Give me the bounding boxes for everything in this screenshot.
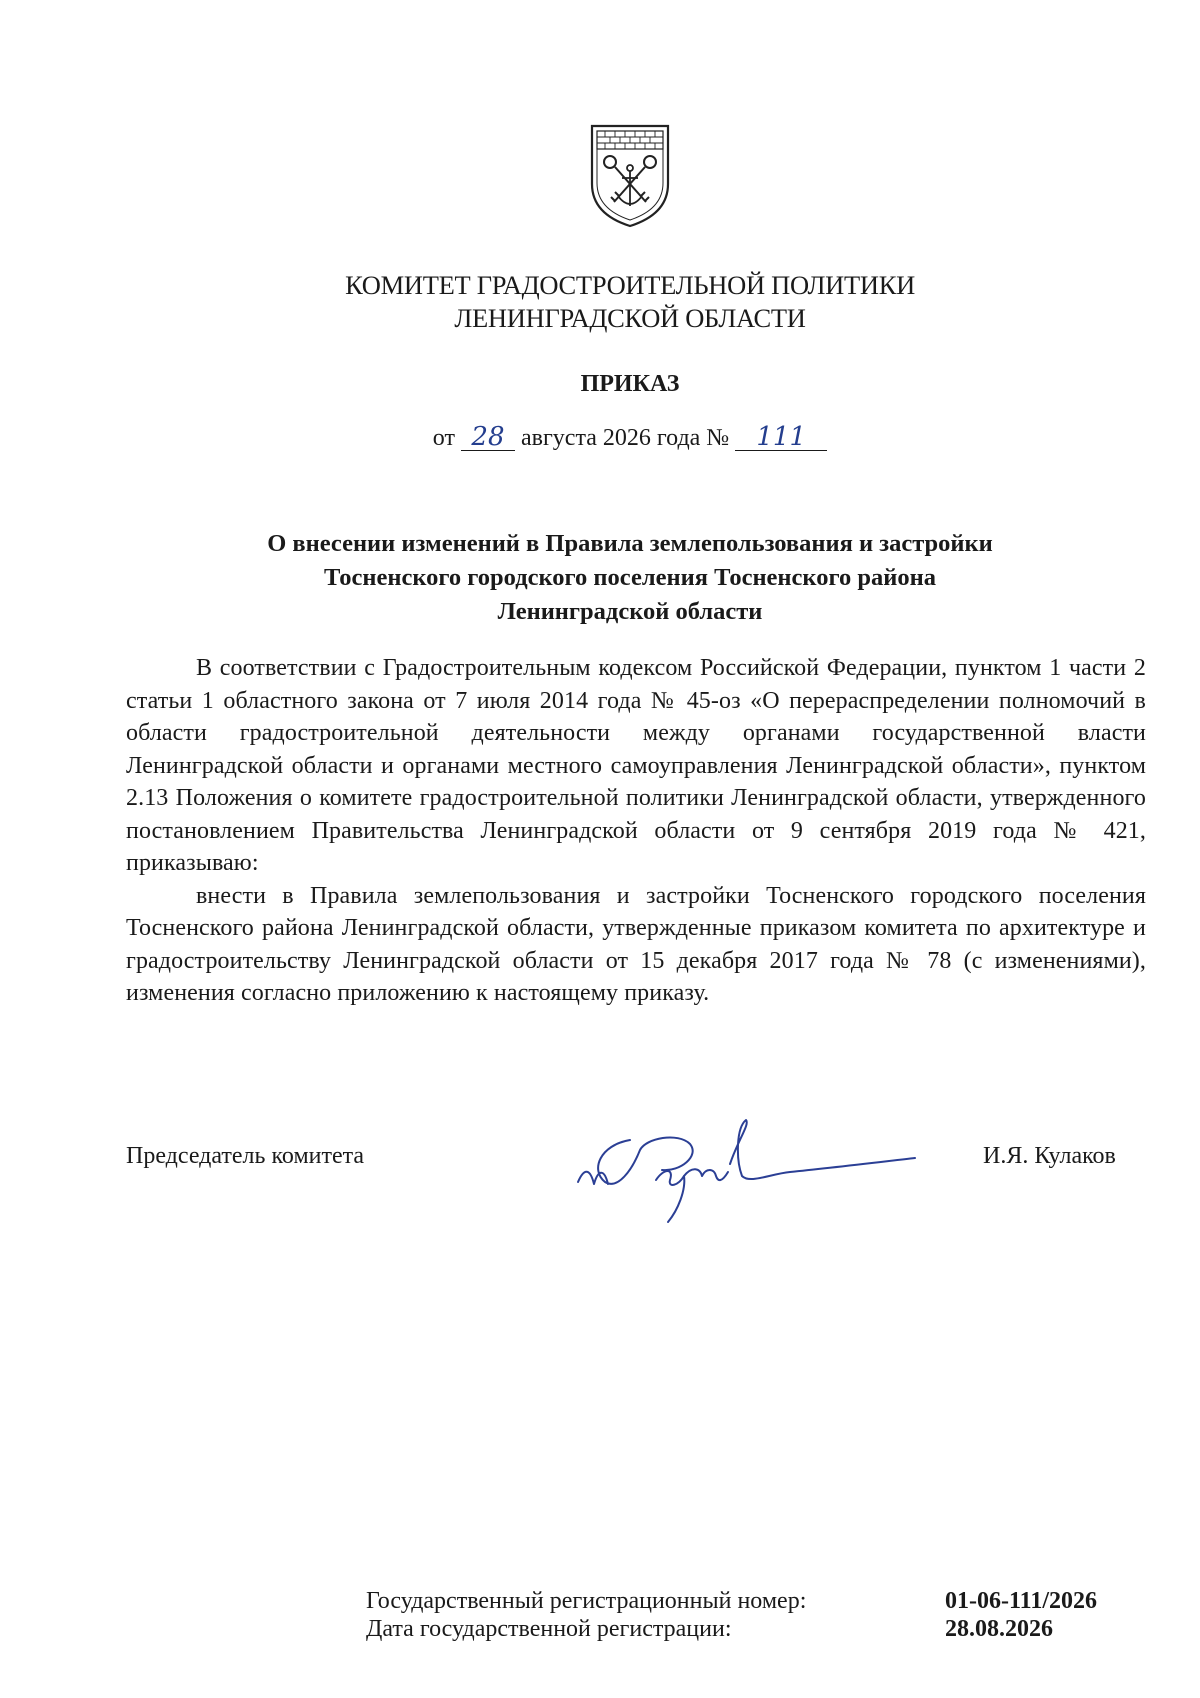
coat-of-arms-icon (586, 122, 674, 230)
document-title-line3: Ленинградской области (497, 598, 763, 625)
organization-name-line1: КОМИТЕТ ГРАДОСТРОИТЕЛЬНОЙ ПОЛИТИКИ (345, 270, 915, 300)
document-title-line2: Тосненского городского поселения Тосненского района (324, 564, 936, 591)
document-title-line1: О внесении изменений в Правила землепользования и застройки (267, 530, 993, 557)
body-paragraph-2: внести в Правила землепользования и застройки Тосненского городского поселения Тосненского района Ленинградской области, утвержденные приказом комитета по архитектуре и градостроительству Ленинградской области от 15 декабря 2017 года № 78 (с изменениями), изменения согласно приложению к настоящему приказу. (126, 882, 1146, 1006)
handwritten-order-number: 111 (735, 424, 827, 451)
date-number-line (300, 421, 960, 455)
registration-date-label: Дата государственной регистрации: (366, 1616, 732, 1642)
document-body (126, 652, 1146, 1010)
signer-title: Председатель комитета (126, 1143, 365, 1169)
month-year-text: августа 2026 года № (520, 425, 730, 451)
body-paragraph-1: В соответствии с Градостроительным кодексом Российской Федерации, пунктом 1 части 2 статьи 1 областного закона от 7 июля 2014 года № 45-оз «О перераспределении полномочий в области градостроительной деятельности между органами государственной власти Ленинградской области и органами местного самоуправления Ленинградской области», пунктом 2.13 Положения о комитете градостроительной политики Ленинградской области, утвержденного постановлением Правительства Ленинградской области от 9 сентября 2019 года № 421, приказываю: (126, 655, 1146, 876)
handwritten-signature-icon (560, 1110, 920, 1230)
registration-date-value: 28.08.2026 (945, 1616, 1053, 1642)
handwritten-day: 28 (461, 424, 515, 451)
registration-number-value: 01-06-111/2026 (945, 1588, 1098, 1614)
signer-name: И.Я. Кулаков (983, 1143, 1116, 1169)
document-type: ПРИКАЗ (580, 371, 680, 397)
date-prefix: от (432, 425, 455, 451)
registration-number-label: Государственный регистрационный номер: (366, 1588, 807, 1614)
organization-name-line2: ЛЕНИНГРАДСКОЙ ОБЛАСТИ (454, 303, 806, 333)
